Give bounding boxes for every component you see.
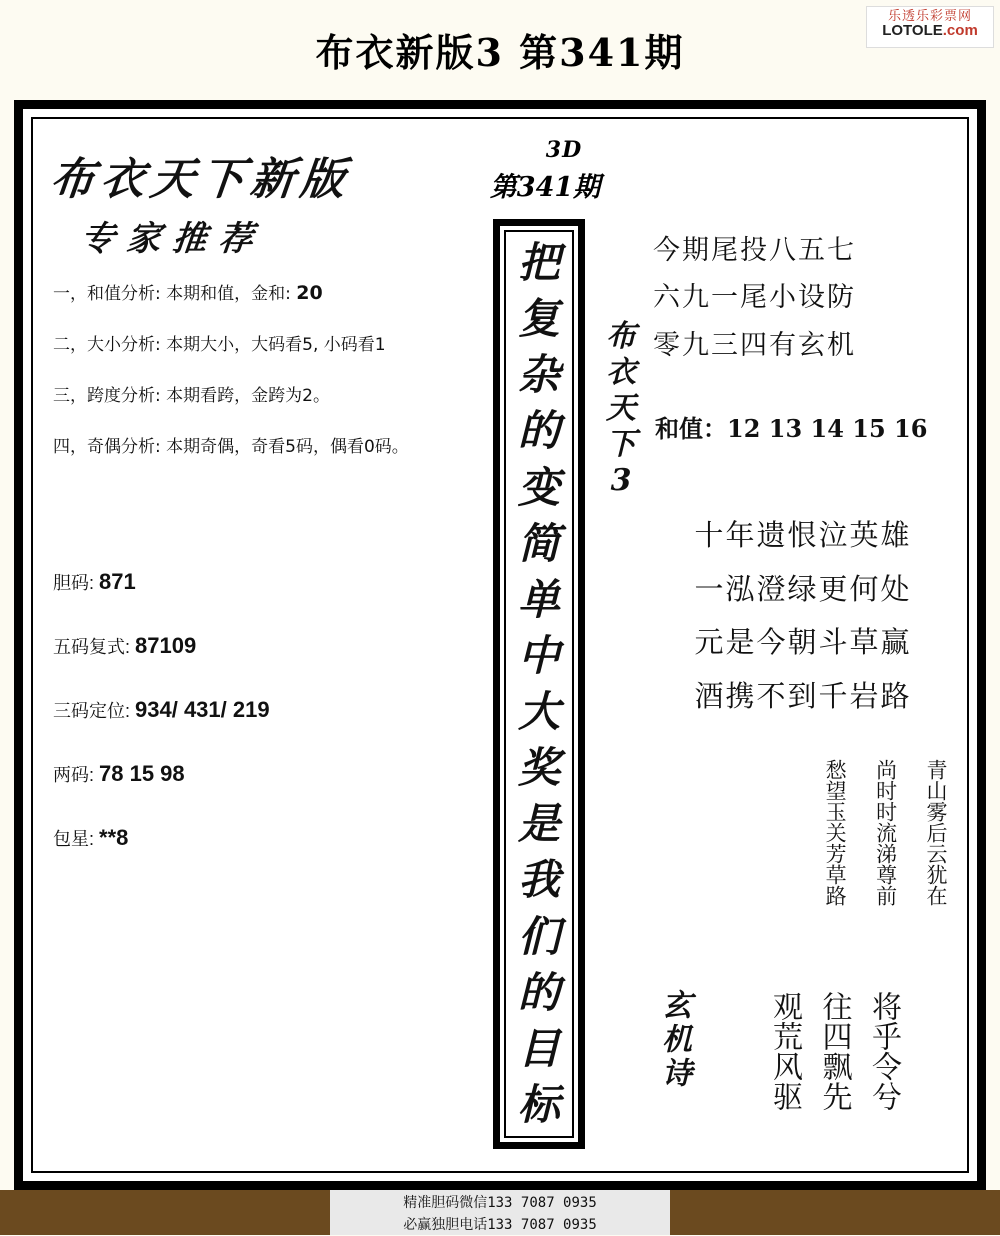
watermark-domain: LOTOLE.com [882, 21, 978, 39]
slogan-char: 简 [517, 518, 560, 568]
brand-char: 布 [606, 319, 636, 354]
tail-verse-column: 将乎令兮 [866, 991, 901, 1111]
pick-label: 包星: [53, 829, 100, 849]
poster-frame [14, 100, 986, 1190]
issue-number: 第341期 [489, 172, 601, 203]
rhyme-line: 零九三四有玄机 [653, 329, 856, 361]
analysis-list [53, 279, 463, 483]
slogan-char: 的 [517, 406, 560, 456]
brush-subtitle: 专家推荐 [78, 219, 267, 259]
sum-value-line [655, 409, 927, 444]
poem-block [643, 509, 963, 724]
slogan-char: 中 [517, 630, 560, 680]
pick-value: 87109 [135, 633, 197, 658]
pick-label: 胆码: [53, 573, 100, 593]
slogan-char: 大 [517, 687, 560, 736]
poem-line: 元是今朝斗草赢 [694, 625, 912, 660]
pick-value: **8 [99, 825, 129, 850]
page-title: 布衣新版3 第341期 [315, 30, 685, 75]
game-type-label: 3D [545, 137, 583, 163]
slogan-char: 把 [517, 238, 560, 287]
tail-verse-block [705, 991, 905, 1111]
pick-value: 78 15 98 [99, 761, 185, 786]
sum-label: 和值： [655, 414, 727, 443]
slogan-char: 单 [517, 574, 560, 624]
tail-verse-column: 往四飘先 [816, 991, 852, 1111]
slogan-char: 目 [517, 1023, 560, 1073]
list-item [53, 761, 473, 787]
watermark-chinese: 乐透乐彩票网 [887, 8, 972, 23]
pick-value: 871 [99, 569, 136, 594]
vertical-slogan-banner [493, 219, 585, 1149]
footer-contact-box [330, 1190, 670, 1235]
list-item [53, 569, 473, 595]
footer-bar [0, 1190, 1000, 1235]
vertical-brand-title [599, 319, 643, 499]
rhyme-line: 六九一尾小设防 [653, 282, 856, 314]
footer-line: 精准胆码微信133 7087 0935 [403, 1195, 597, 1211]
rhyme-block [653, 227, 953, 369]
vertical-slogan-inner [504, 230, 574, 1138]
vertical-poem-column: 青山雾后云犹在 [924, 759, 948, 906]
slogan-char: 是 [517, 799, 560, 849]
pick-label: 两码: [53, 765, 100, 785]
vertical-poem-block [651, 759, 951, 906]
tail-verse-column: 观荒风驱 [767, 991, 802, 1111]
vertical-poem-column: 尚时时流涕尊前 [873, 759, 898, 906]
brand-char: 衣 [606, 355, 636, 390]
analysis-line [53, 279, 463, 304]
poem-line: 一泓澄绿更何处 [694, 571, 912, 606]
slogan-char: 我 [517, 855, 560, 905]
list-item [53, 825, 473, 851]
right-column [645, 119, 969, 1171]
poem-line: 酒携不到千岩路 [694, 678, 912, 713]
pick-label: 三码定位: [53, 701, 136, 721]
left-column [33, 119, 473, 1171]
analysis-line: 三，跨度分析: 本期看跨，金跨为2。 [53, 386, 330, 406]
picks-list [53, 569, 473, 889]
slogan-char: 复 [517, 294, 560, 344]
slogan-char: 的 [517, 967, 560, 1017]
slogan-char: 变 [517, 462, 560, 512]
rhyme-line: 今期尾投八五七 [653, 235, 856, 266]
slogan-char: 标 [517, 1079, 560, 1129]
issue-badge [485, 137, 605, 204]
analysis-line: 四，奇偶分析: 本期奇偶，奇看5码，偶看0码。 [53, 437, 409, 457]
slogan-char: 们 [517, 911, 560, 961]
poem-line: 十年遗恨泣英雄 [694, 518, 912, 552]
analysis-text: 一，和值分析: 本期和值，金和: [53, 284, 297, 304]
brand-char: 3 [610, 463, 632, 498]
slogan-char: 奖 [517, 743, 560, 793]
pick-value: 934/ 431/ 219 [135, 697, 270, 722]
analysis-value: 20 [296, 282, 323, 304]
slogan-char: 杂 [517, 350, 560, 400]
sum-values: 12 13 14 15 16 [727, 414, 928, 443]
footer-line: 必赢独胆电话133 7087 0935 [403, 1216, 597, 1233]
xuanji-poem-label: 玄机诗 [656, 989, 691, 1091]
list-item [53, 697, 473, 723]
brand-char: 下 [606, 427, 636, 462]
brand-char: 天 [606, 391, 636, 426]
list-item [53, 633, 473, 659]
pick-label: 五码复式: [53, 637, 136, 657]
vertical-poem-column: 愁望玉关芳草路 [823, 759, 848, 906]
poster-inner [31, 117, 969, 1173]
analysis-line: 二，大小分析: 本期大小，大码看5, 小码看1 [53, 335, 386, 355]
brush-title: 布衣天下新版 [47, 154, 354, 205]
